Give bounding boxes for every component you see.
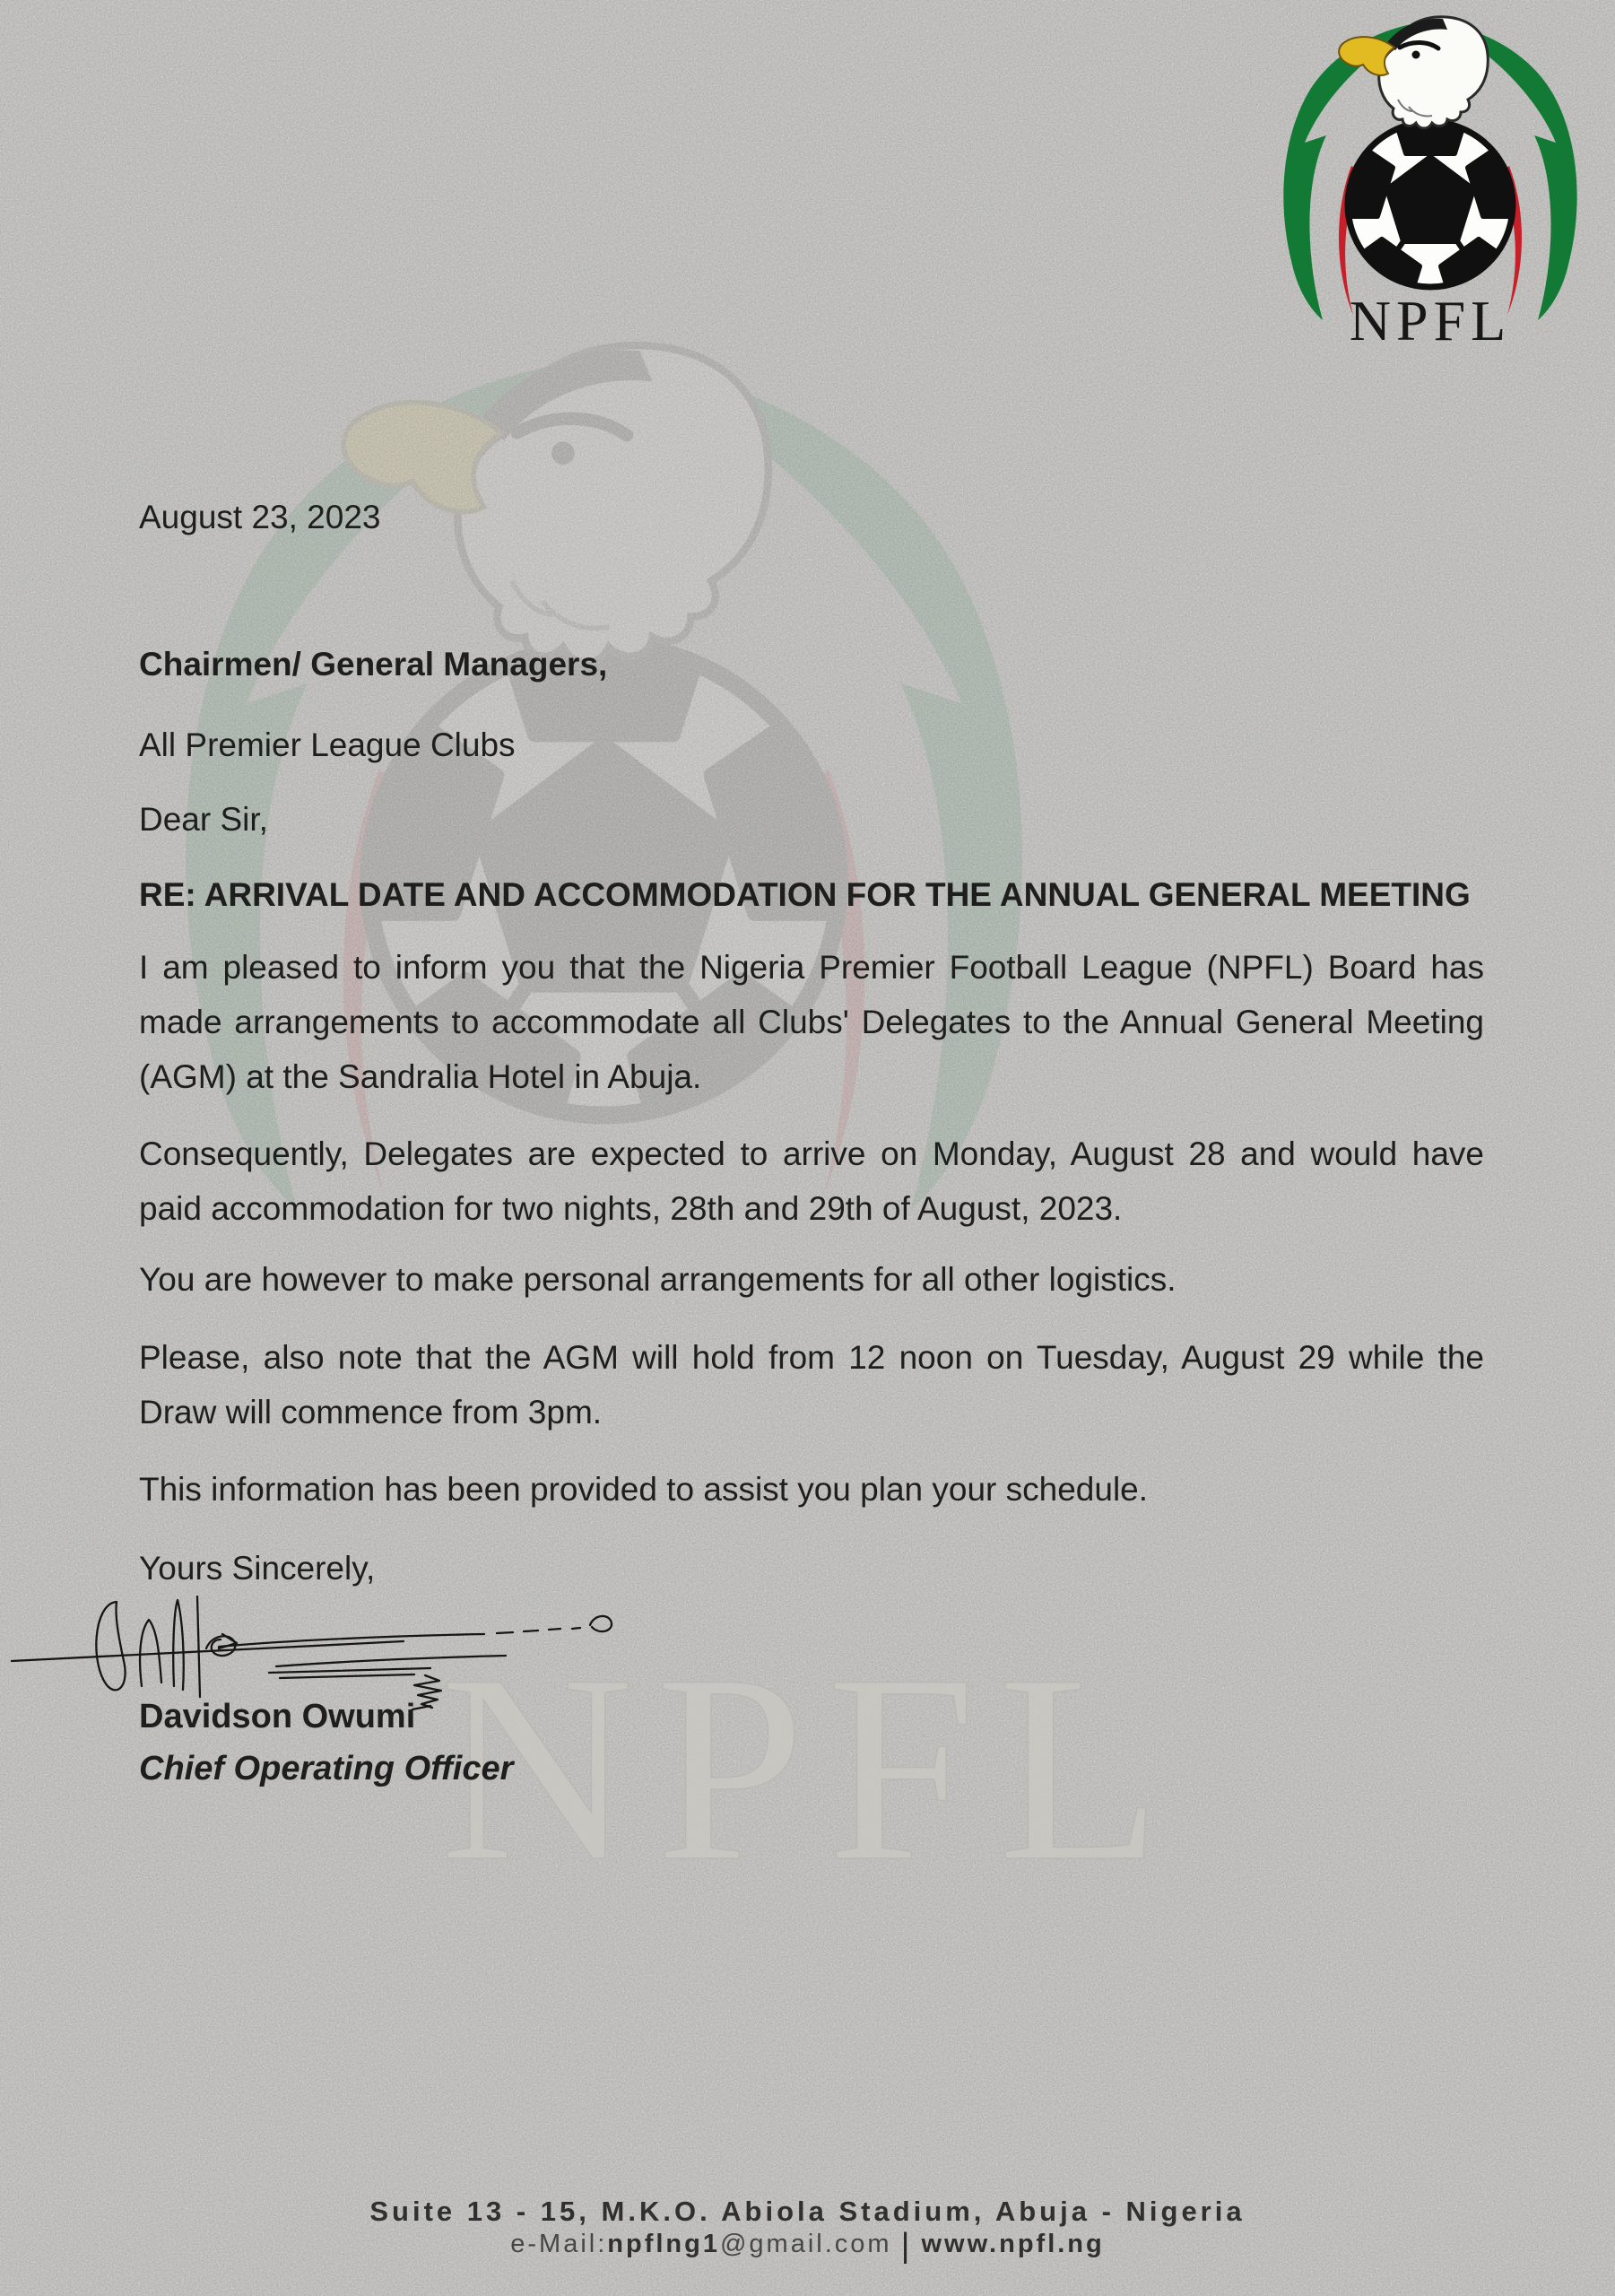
- signatory-title: Chief Operating Officer: [139, 1750, 514, 1787]
- footer-website: www.npfl.ng: [921, 2230, 1105, 2258]
- recipient-line-1: Chairmen/ General Managers,: [139, 646, 608, 683]
- letter-date: August 23, 2023: [139, 499, 381, 535]
- letter-footer: [0, 2196, 1615, 2265]
- footer-email-label: e-Mail:: [510, 2230, 608, 2258]
- signatory-name: Davidson Owumi: [139, 1698, 416, 1735]
- npfl-crest-icon: [1283, 17, 1576, 320]
- recipient-line-2: All Premier League Clubs: [139, 726, 516, 763]
- closing: Yours Sincerely,: [139, 1550, 376, 1587]
- footer-email-domain: @gmail.com: [719, 2230, 892, 2258]
- footer-contact-line: [0, 2227, 1615, 2265]
- npfl-logo-text: NPFL: [1349, 289, 1512, 352]
- subject-line: RE: ARRIVAL DATE AND ACCOMMODATION FOR THE ANNUAL GENERAL MEETING: [139, 876, 1471, 913]
- paragraph-3: You are however to make personal arrangements for all other logistics.: [139, 1261, 1177, 1298]
- footer-email-user: npflng1: [607, 2230, 720, 2258]
- paragraph-1: I am pleased to inform you that the Nigeria Premier Football League (NPFL) Board has made arrangements to accommodate all Clubs' Delegates to the Annual General Meeting (AGM) at the Sandralia Hotel in Abuja.: [139, 949, 1484, 1095]
- footer-address: Suite 13 - 15, M.K.O. Abiola Stadium, Abuja - Nigeria: [369, 2196, 1246, 2227]
- signature-scribble: [7, 1595, 653, 1729]
- paragraph-4: Please, also note that the AGM will hold from 12 noon on Tuesday, August 29 while the Draw will commence from 3pm.: [139, 1339, 1484, 1431]
- salutation: Dear Sir,: [139, 801, 268, 838]
- npfl-logo: [1242, 3, 1615, 352]
- watermark-npfl-text: NPFL: [439, 1619, 1184, 1917]
- footer-separator: |: [900, 2227, 913, 2265]
- paragraph-2: Consequently, Delegates are expected to arrive on Monday, August 28 and would have paid accommodation for two nights, 28th and 29th of August, 2023.: [139, 1135, 1484, 1227]
- paragraph-5: This information has been provided to assist you plan your schedule.: [139, 1471, 1149, 1508]
